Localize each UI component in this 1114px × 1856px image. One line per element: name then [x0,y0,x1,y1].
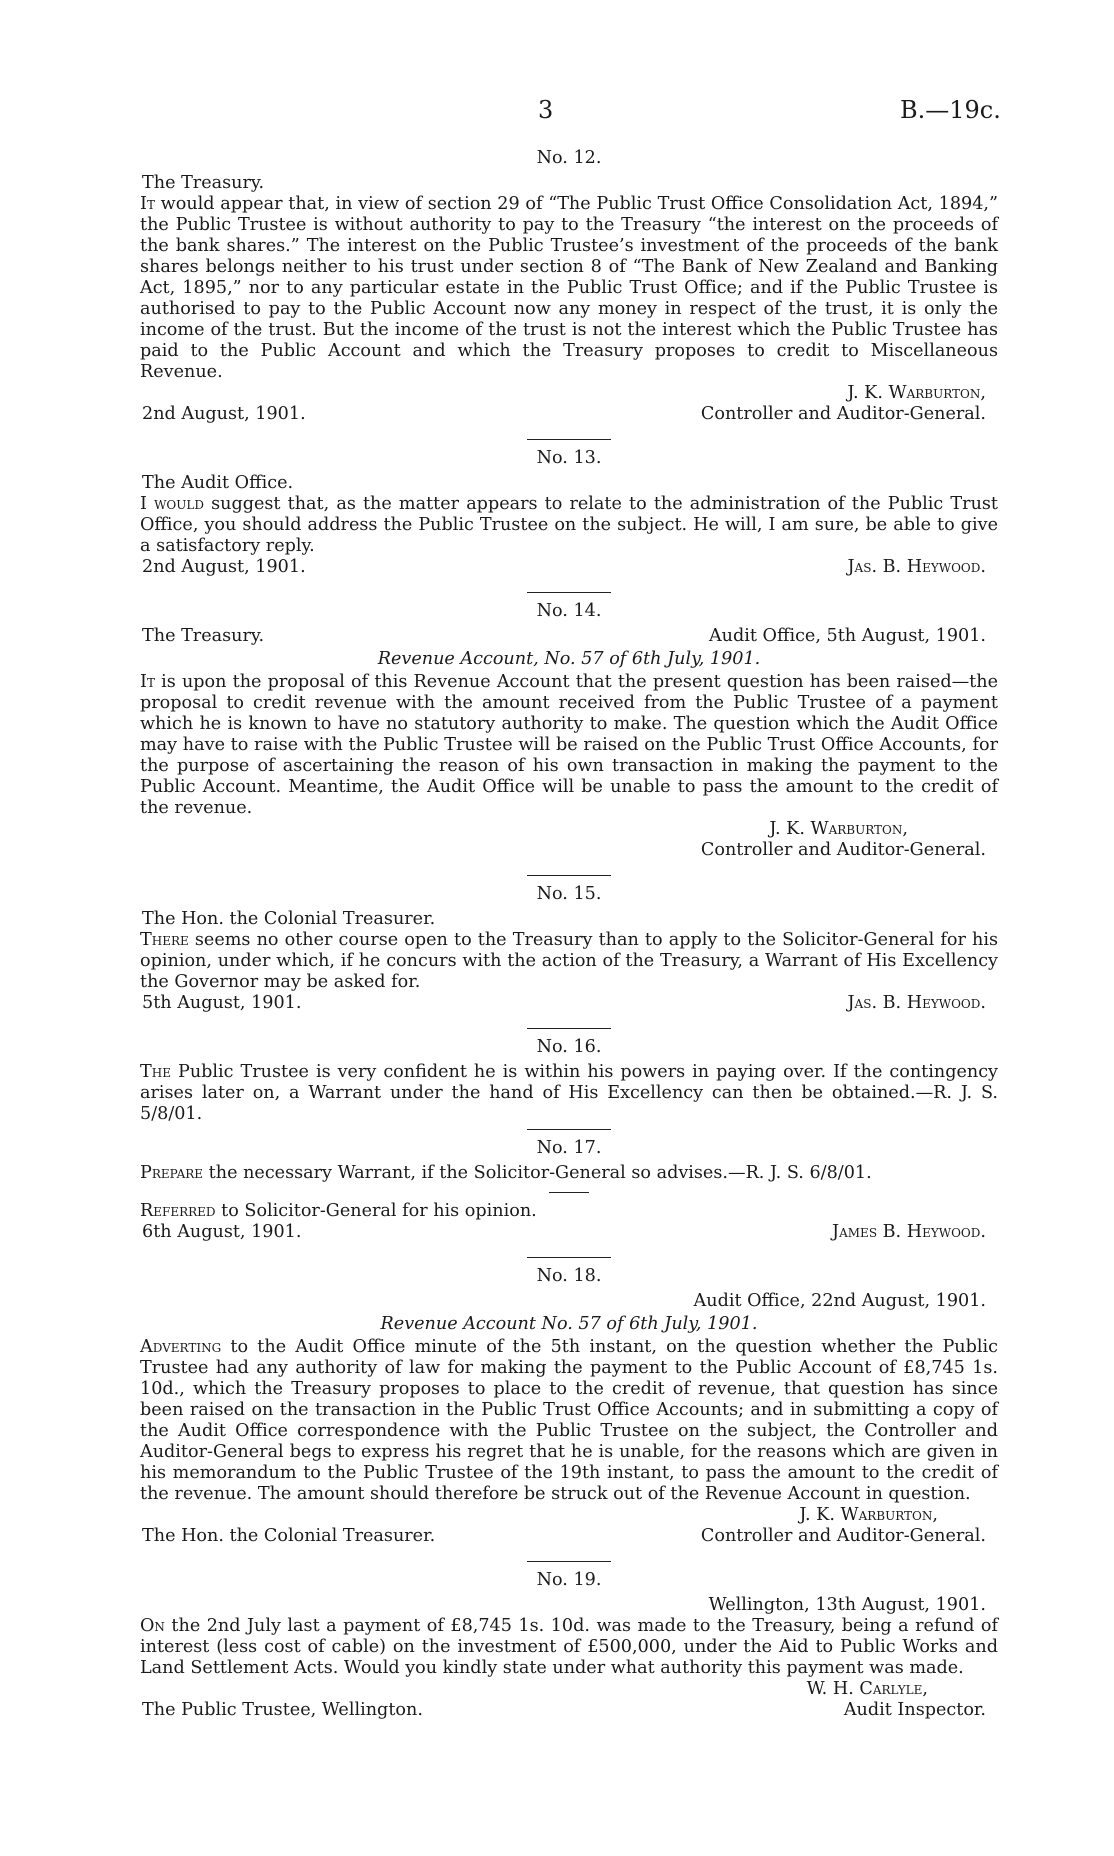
signatory: James B. Heywood. [832,1222,986,1242]
minute-date: 5th August, 1901. [142,993,302,1013]
paragraph-text: the necessary Warrant, if the Solicitor-General so advises.—R. J. S. 6/8/01. [203,1163,872,1183]
minute-date: 2nd August, 1901. [142,404,306,424]
subject-line: Revenue Account No. 57 of 6th July, 1901. [380,1314,758,1334]
signatory-title: Audit Inspector. [843,1700,986,1720]
lead-word: Referred [140,1201,216,1221]
paragraph-text: the 2nd July last a payment of £8,745 1s. 10d. was made to the Treasury, being a refund of interest (less cost of cable) on the investment of £500,000, under the Aid to Public Works and Land Settlement Acts. Would you kindly state under what authority this payment was made. [140,1616,998,1678]
minute-date: 6th August, 1901. [142,1222,302,1242]
address-title-row [140,1700,998,1721]
page-number: 3 [538,96,554,124]
minute-paragraph [140,1163,998,1184]
minute-number: No. 16. [536,1037,602,1057]
signature-name [847,383,998,404]
document-body [140,140,998,1721]
place-date: Audit Office, 22nd August, 1901. [693,1291,986,1311]
lead-word: It [140,194,155,214]
minute-number: No. 15. [536,884,602,904]
separator-rule [527,875,611,876]
signatory: J. K. Warburton, [799,1505,938,1525]
signatory-title: Controller and Auditor-General. [700,404,986,424]
paragraph-text: suggest that, as the matter appears to relate to the administration of the Public Trust Office, you should address the Public Trustee on the subject. He will, I am sure, be able to give a satisfactory reply. [140,494,998,556]
minute-paragraph [140,930,998,993]
minute-paragraph [140,494,998,557]
addressee: The Audit Office. [142,473,294,493]
separator-rule [527,1561,611,1562]
addressee: The Hon. the Colonial Treasurer. [142,1526,436,1546]
minute-number: No. 18. [536,1266,602,1286]
date-title-row [140,404,998,425]
paragraph-text: Public Trustee is very confident he is within his powers in paying over. If the contingency arises later on, a Warrant under the hand of His Excellency can then be obtained.—R. J. S. 5/8/01. [140,1062,998,1124]
minute-paragraph [140,1062,998,1125]
lead-word: Adverting [140,1337,222,1357]
lead-word: On [140,1616,165,1636]
place-date: Wellington, 13th August, 1901. [708,1595,986,1615]
addressee: The Public Trustee, Wellington. [142,1700,423,1720]
date-signature-row [140,1222,998,1243]
signature-block [140,383,998,404]
separator-rule [527,1257,611,1258]
signatory: W. H. Carlyle, [806,1679,928,1699]
date-signature-row [140,993,998,1014]
lead-word: Prepare [140,1163,204,1183]
minute-number: No. 12. [536,148,602,168]
addressee: The Treasury. [142,173,265,193]
minute-paragraph [140,194,998,383]
signatory-title: Controller and Auditor-General. [700,840,986,860]
address-row [140,626,998,647]
minute-number: No. 14. [536,601,602,621]
addressee: The Treasury. [142,626,265,646]
date-signature-row [140,557,998,578]
paragraph-text: seems no other course open to the Treasury than to apply to the Solicitor-General for his opinion, under which, if he concurs with the action of the Treasury, a Warrant of His Excellency the Governor may be asked for. [140,930,998,992]
minute-date: 2nd August, 1901. [142,557,306,577]
signatory: Jas. B. Heywood. [847,993,986,1013]
lead-word: The [140,1062,171,1082]
paragraph-text: to Solicitor-General for his opinion. [215,1201,537,1221]
minute-number: No. 19. [536,1570,602,1590]
minute-paragraph [140,672,998,819]
paragraph-text: to the Audit Office minute of the 5th instant, on the question whether the Public Trustee had any authority of law for making the payment to the Public Account of £8,745 1s. 10d., which the Treasury proposes to place to the credit of revenue, that question has since been raised on the transaction in the Public Trust Office Accounts; and in submitting a copy of the Audit Office correspondence with the Public Trustee on the subject, the Controller and Auditor-General begs to express his regret that he is unable, for the reasons which are given in his memorandum to the Public Trustee of the 19th instant, to pass the amount to the credit of the revenue. The amount should therefore be struck out of the Revenue Account in question. [140,1337,998,1504]
minute-paragraph [140,1337,998,1505]
paragraph-text: is upon the proposal of this Revenue Account that the present question has been raised—the proposal to credit revenue with the amount received from the Public Trustee of a payment which he is known to have no statutory authority to make. The question which the Audit Office may have to raise with the Public Trustee will be raised on the Public Trust Office Accounts, for the purpose of ascertaining the reason of his own transaction in making the payment to the Public Account. Meantime, the Audit Office will be unable to pass the amount to the credit of the revenue. [140,672,998,818]
lead-word: It [140,672,155,692]
address-title-row [140,1526,998,1547]
lead-word: I would [140,494,204,514]
separator-rule [527,1028,611,1029]
addressee: The Hon. the Colonial Treasurer. [142,909,436,929]
separator-rule [549,1192,589,1193]
place-date: Audit Office, 5th August, 1901. [708,626,986,646]
minute-number: No. 17. [536,1138,602,1158]
subject-line: Revenue Account, No. 57 of 6th July, 1901. [377,649,761,669]
lead-word: There [140,930,189,950]
signatory: J. K. Warburton, [769,819,908,839]
separator-rule [527,592,611,593]
minute-number: No. 13. [536,448,602,468]
minute-paragraph [140,1201,998,1222]
signatory: J. K. Warburton, [847,383,986,403]
page-reference: B.—19c. [900,96,1001,124]
separator-rule [527,439,611,440]
minute-paragraph [140,1616,998,1679]
separator-rule [527,1129,611,1130]
signatory: Jas. B. Heywood. [847,557,986,577]
paragraph-text: would appear that, in view of section 29 of “The Public Trust Office Consolidation Act, 1894,” the Public Trustee is without authority to pay to the Treasury “the interest on the proceeds of the bank shares.” The interest on the Public Trustee’s investment of the proceeds of the bank shares belongs neither to his trust under section 8 of “The Bank of New Zealand and Banking Act, 1895,” nor to any particular estate in the Public Trust Office; and if the Public Trustee is authorised to pay to the Public Account now any money in respect of the trust, it is only the income of the trust. But the income of the trust is not the interest which the Public Trustee has paid to the Public Account and which the Treasury proposes to credit to Miscellaneous Revenue. [140,194,998,382]
signatory-title: Controller and Auditor-General. [700,1526,986,1546]
